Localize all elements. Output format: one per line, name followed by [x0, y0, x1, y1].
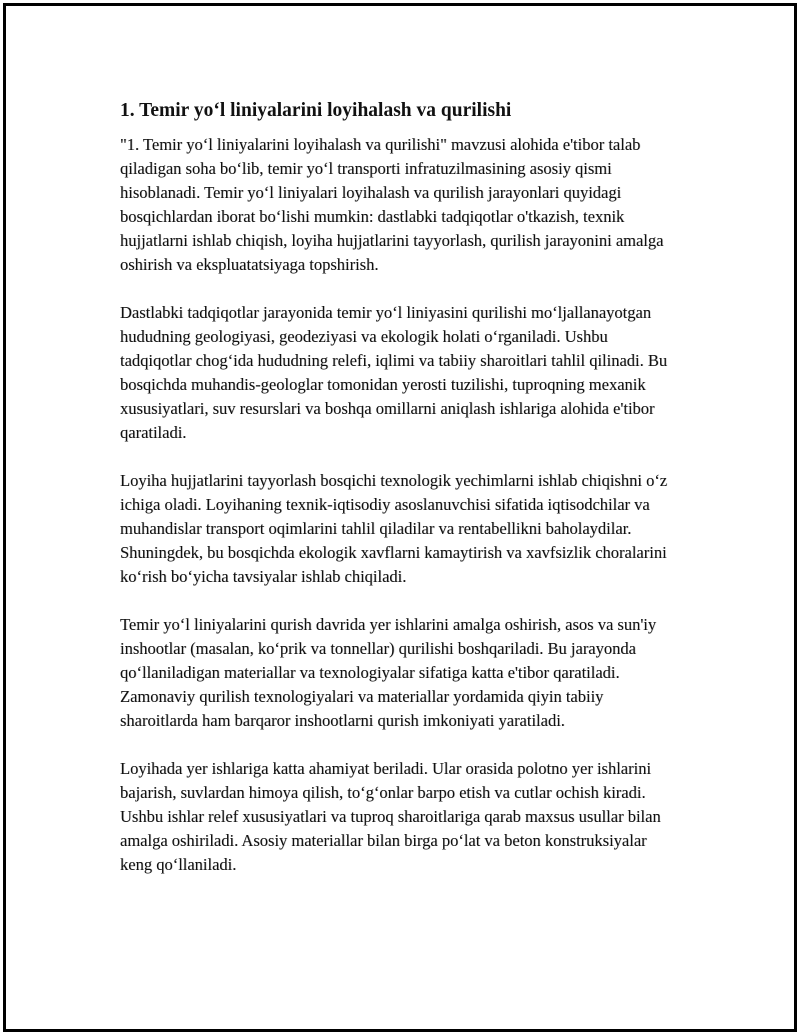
section-heading: 1. Temir yo‘l liniyalarini loyihalash va qurilishi	[120, 100, 512, 121]
document-body	[120, 98, 680, 901]
paragraph-research: Dastlabki tadqiqotlar jarayonida temir yo‘l liniyasini qurilishi mo‘ljallanayotgan hududning geologiyasi, geodeziyasi va ekologik holati o‘rganiladi. Ushbu tadqiqotlar chog‘ida hududning relefi, iqlimi va tabiiy sharoitlari tahlil qilinadi. Bu bosqichda muhandis-geologlar tomonidan yerosti tuzilishi, tuproqning mexanik xususiyatlari, suv resurslari va boshqa omillarni aniqlash ishlariga alohida e'tibor qaratiladi.	[120, 303, 668, 442]
paragraph-construction: Temir yo‘l liniyalarini qurish davrida yer ishlarini amalga oshirish, asos va sun'iy inshootlar (masalan, ko‘prik va tonnellar) qurilishi boshqariladi. Bu jarayonda qo‘llaniladigan materiallar va texnologiyalar sifatiga katta e'tibor qaratiladi. Zamonaviy qurilish texnologiyalari va materiallar yordamida qiyin tabiiy sharoitlarda ham barqaror inshootlarni qurish imkoniyati yaratiladi.	[120, 615, 657, 730]
paragraph-earthworks: Loyihada yer ishlariga katta ahamiyat beriladi. Ular orasida polotno yer ishlarini bajarish, suvlardan himoya qilish, to‘g‘onlar barpo etish va cutlar ochish kiradi. Ushbu ishlar relef xususiyatlari va tuproq sharoitlariga qarab maxsus usullar bilan amalga oshiriladi. Asosiy materiallar bilan birga po‘lat va beton konstruksiyalar keng qo‘llaniladi.	[120, 759, 661, 874]
page-frame	[3, 3, 797, 1032]
paragraph-intro: "1. Temir yo‘l liniyalarini loyihalash va qurilishi" mavzusi alohida e'tibor talab qiladigan soha bo‘lib, temir yo‘l transporti infratuzilmasining asosiy qismi hisoblanadi. Temir yo‘l liniyalari loyihalash va qurilish jarayonlari quyidagi bosqichlardan iborat bo‘lishi mumkin: dastlabki tadqiqotlar o'tkazish, texnik hujjatlarni ishlab chiqish, loyiha hujjatlarini tayyorlash, qurilish jarayonini amalga oshirish va ekspluatatsiyaga topshirish.	[120, 135, 664, 274]
paragraph-project-docs: Loyiha hujjatlarini tayyorlash bosqichi texnologik yechimlarni ishlab chiqishni o‘z ichiga oladi. Loyihaning texnik-iqtisodiy asoslanuvchisi sifatida iqtisodchilar va muhandislar transport oqimlarini tahlil qiladilar va rentabellikni baholaydilar. Shuningdek, bu bosqichda ekologik xavflarni kamaytirish va xavfsizlik choralarini ko‘rish bo‘yicha tavsiyalar ishlab chiqiladi.	[120, 471, 668, 586]
